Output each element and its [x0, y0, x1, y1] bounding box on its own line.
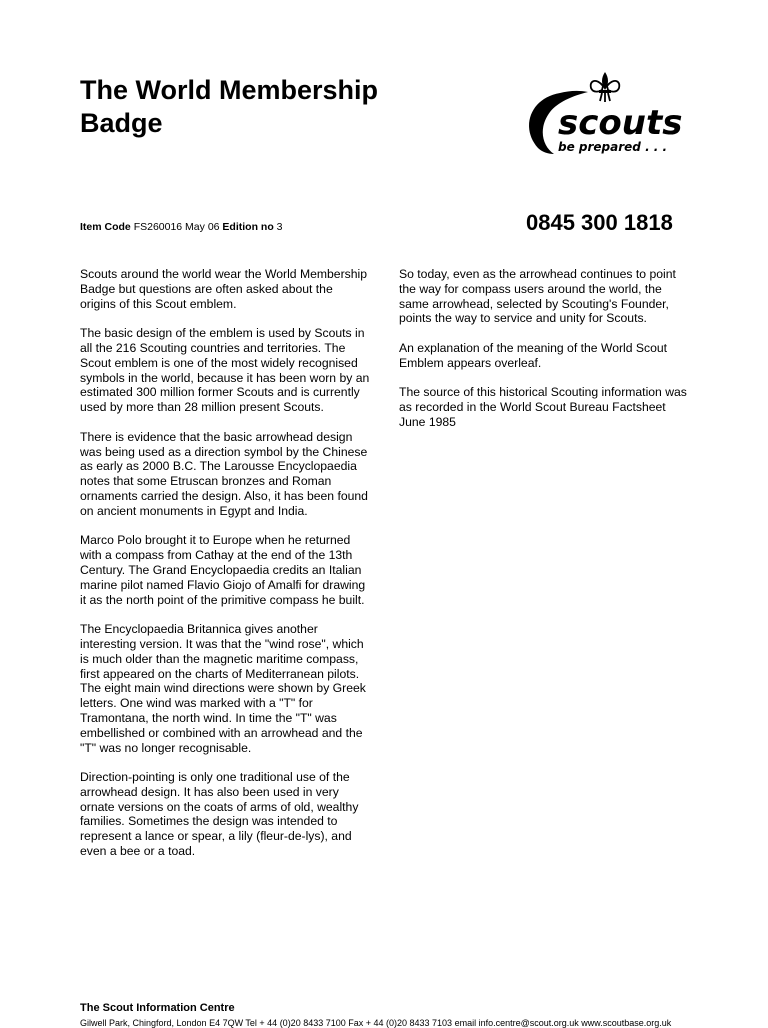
item-meta	[80, 221, 283, 233]
phone-number: 0845 300 1818	[526, 210, 673, 235]
paragraph: There is evidence that the basic arrowhead design was being used as a direction symbol by the Chinese as early as 2000 B.C. The Larousse Encyclopaedia notes that some Etruscan bronzes and Roman ornaments carried the design. Also, it has been found on ancient monuments in Egypt and India.	[80, 429, 368, 518]
edition-value: 3	[276, 221, 283, 233]
title-line-2: Badge	[80, 108, 163, 138]
paragraph: So today, even as the arrowhead continues to point the way for compass users around the world, the same arrowhead, selected by Scouting's Founder, points the way to service and unity for Scouts.	[399, 267, 676, 326]
left-column	[80, 267, 372, 874]
footer-title: The Scout Information Centre	[80, 1002, 235, 1014]
footer-address: Gilwell Park, Chingford, London E4 7QW Tel + 44 (0)20 8433 7100 Fax + 44 (0)20 8433 7103 email info.centre@scout.org.uk www.scoutbase.org.uk	[80, 1018, 672, 1028]
paragraph: Marco Polo brought it to Europe when he returned with a compass from Cathay at the end of the 13th Century. The Grand Encyclopaedia credits an Italian marine pilot named Flavio Giojo of Amalfi for drawing it as the north point of the primitive compass he built.	[80, 533, 366, 607]
right-column	[399, 267, 691, 445]
scouts-logo	[520, 68, 700, 168]
item-code-label: Item Code	[80, 221, 131, 233]
paragraph: The Encyclopaedia Britannica gives another interesting version. It was that the "wind rose", which is much older than the magnetic maritime compass, first appeared on the charts of Mediterranean pilots. The eight main wind directions were shown by Greek letters. One wind was marked with a "T" for Tramontana, the north wind. In time the "T" was embellished or combined with an arrowhead and the "T" was no longer recognisable.	[80, 622, 366, 755]
item-code-value: FS260016 May 06	[133, 221, 220, 233]
paragraph: Direction-pointing is only one traditional use of the arrowhead design. It has also been used in very ornate versions on the coats of arms of old, wealthy families. Sometimes the design was intended to represent a lance or spear, a lily (fleur-de-lys), and even a bee or a toad.	[80, 770, 359, 859]
logo-wordmark: scouts	[558, 103, 683, 143]
title-line-1: The World Membership	[80, 75, 379, 105]
edition-label: Edition no	[222, 221, 274, 233]
paragraph: The source of this historical Scouting information was as recorded in the World Scout Bureau Factsheet June 1985	[399, 385, 687, 429]
paragraph: Scouts around the world wear the World Membership Badge but questions are often asked about the origins of this Scout emblem.	[80, 267, 367, 311]
paragraph: The basic design of the emblem is used by Scouts in all the 216 Scouting countries and territories. The Scout emblem is one of the most widely recognised symbols in the world, because it has been worn by an estimated 300 million former Scouts and is currently used by more than 28 million present Scouts.	[80, 326, 370, 415]
fleur-de-lys-icon	[591, 72, 620, 102]
logo-tagline: be prepared . . .	[558, 140, 668, 154]
page-title	[80, 74, 460, 140]
paragraph: An explanation of the meaning of the World Scout Emblem appears overleaf.	[399, 340, 668, 370]
